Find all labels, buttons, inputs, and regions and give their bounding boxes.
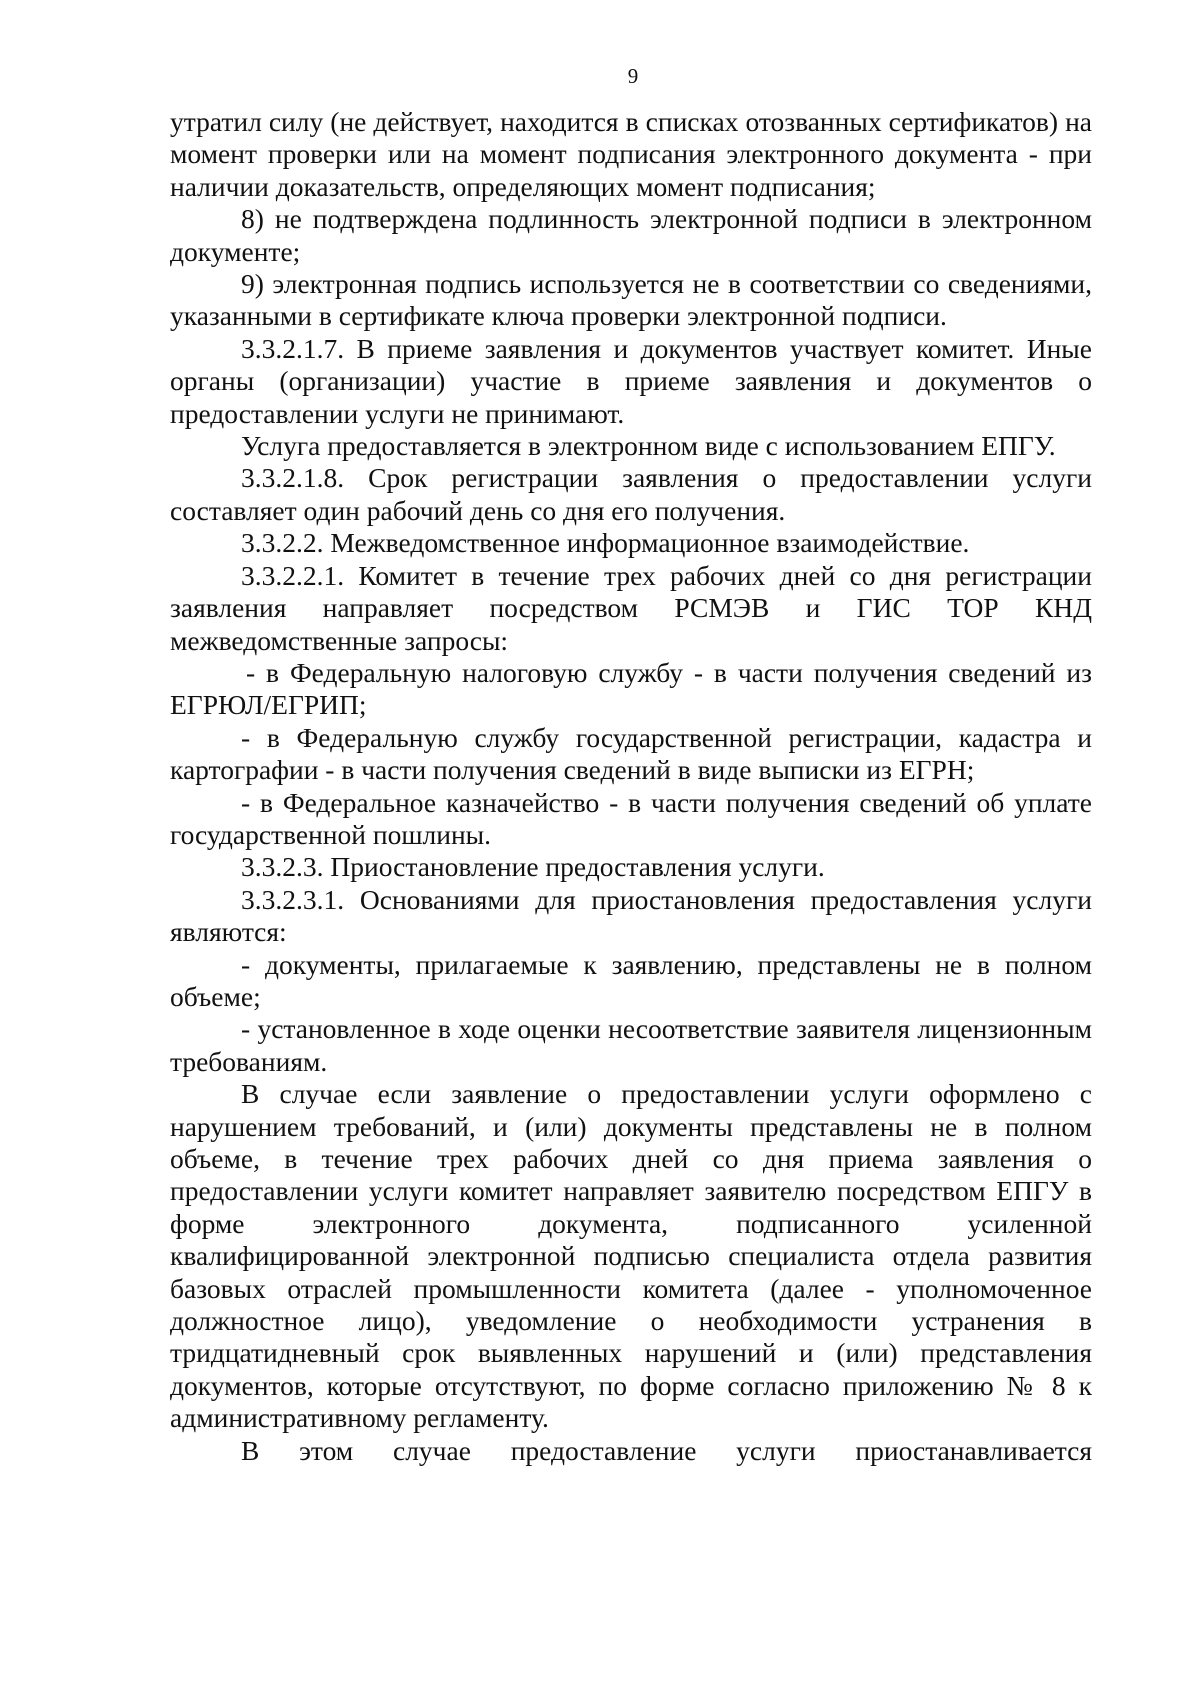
paragraph-suspension: В этом случае предоставление услуги приостанавливается: [241, 1434, 1092, 1466]
list-item-incomplete-documents: - документы, прилагаемые к заявлению, представлены не в полном объеме;: [170, 948, 1092, 1012]
paragraph-service-epgu: Услуга предоставляется в электронном виде с использованием ЕПГУ.: [241, 430, 1056, 462]
paragraph-violation-notice: В случае если заявление о предоставлении услуги оформлено с нарушением требований, и (или) документы представлены не в полном объеме, в течение трех рабочих дней со дня приема заявления о предоставлении услуги комитет направляет заявителю посредством ЕПГУ в форме электронного документа, подписанного усиленной квалифицированной электронной подписью специалиста отдела развития базовых отраслей промышленности комитета (далее - уполномоченное должностное лицо), уведомление о необходимости устранения в тридцатидневный срок выявленных нарушений и (или) представления документов, которые отсутствуют, по форме согласно приложению № 8 к административному регламенту.: [170, 1078, 1092, 1434]
paragraph-item-8: 8) не подтверждена подлинность электронной подписи в электронном документе;: [170, 203, 1092, 267]
paragraph-3-3-2-2: 3.3.2.2. Межведомственное информационное взаимодействие.: [241, 527, 970, 559]
paragraph-3-3-2-3: 3.3.2.3. Приостановление предоставления услуги.: [241, 851, 825, 883]
list-item-registration-service: - в Федеральную службу государственной регистрации, кадастра и картографии - в части получения сведений в виде выписки из ЕГРН;: [170, 721, 1092, 786]
paragraph-3-3-2-2-1: 3.3.2.2.1. Комитет в течение трех рабочих дней со дня регистрации заявления направляет посредством РСМЭВ и ГИС ТОР КНД межведомственные запросы:: [170, 559, 1092, 656]
paragraph-3-3-2-1-7: 3.3.2.1.7. В приеме заявления и документов участвует комитет. Иные органы (организации) участие в приеме заявления и документов о предоставлении услуги не принимают.: [170, 332, 1092, 429]
paragraph-item-9: 9) электронная подпись используется не в соответствии со сведениями, указанными в сертификате ключа проверки электронной подписи.: [170, 268, 1092, 332]
list-item-license-mismatch: - установленное в ходе оценки несоответствие заявителя лицензионным требованиям.: [170, 1013, 1092, 1077]
paragraph-3-3-2-1-8: 3.3.2.1.8. Срок регистрации заявления о предоставлении услуги составляет один рабочий день со дня его получения.: [170, 462, 1092, 526]
list-item-treasury: - в Федеральное казначейство - в части получения сведений об уплате государственной пошлины.: [170, 786, 1092, 850]
paragraph-revoked-certificate: утратил силу (не действует, находится в списках отозванных сертификатов) на момент проверки или на момент подписания электронного документа - при наличии доказательств, определяющих момент подписания;: [170, 106, 1092, 202]
document-body: [170, 106, 1092, 1467]
paragraph-3-3-2-3-1: 3.3.2.3.1. Основаниями для приостановления предоставления услуги являются:: [170, 883, 1092, 948]
list-item-tax-service: - в Федеральную налоговую службу - в части получения сведений из ЕГРЮЛ/ЕГРИП;: [170, 656, 1092, 721]
page-number: 9: [627, 64, 639, 88]
